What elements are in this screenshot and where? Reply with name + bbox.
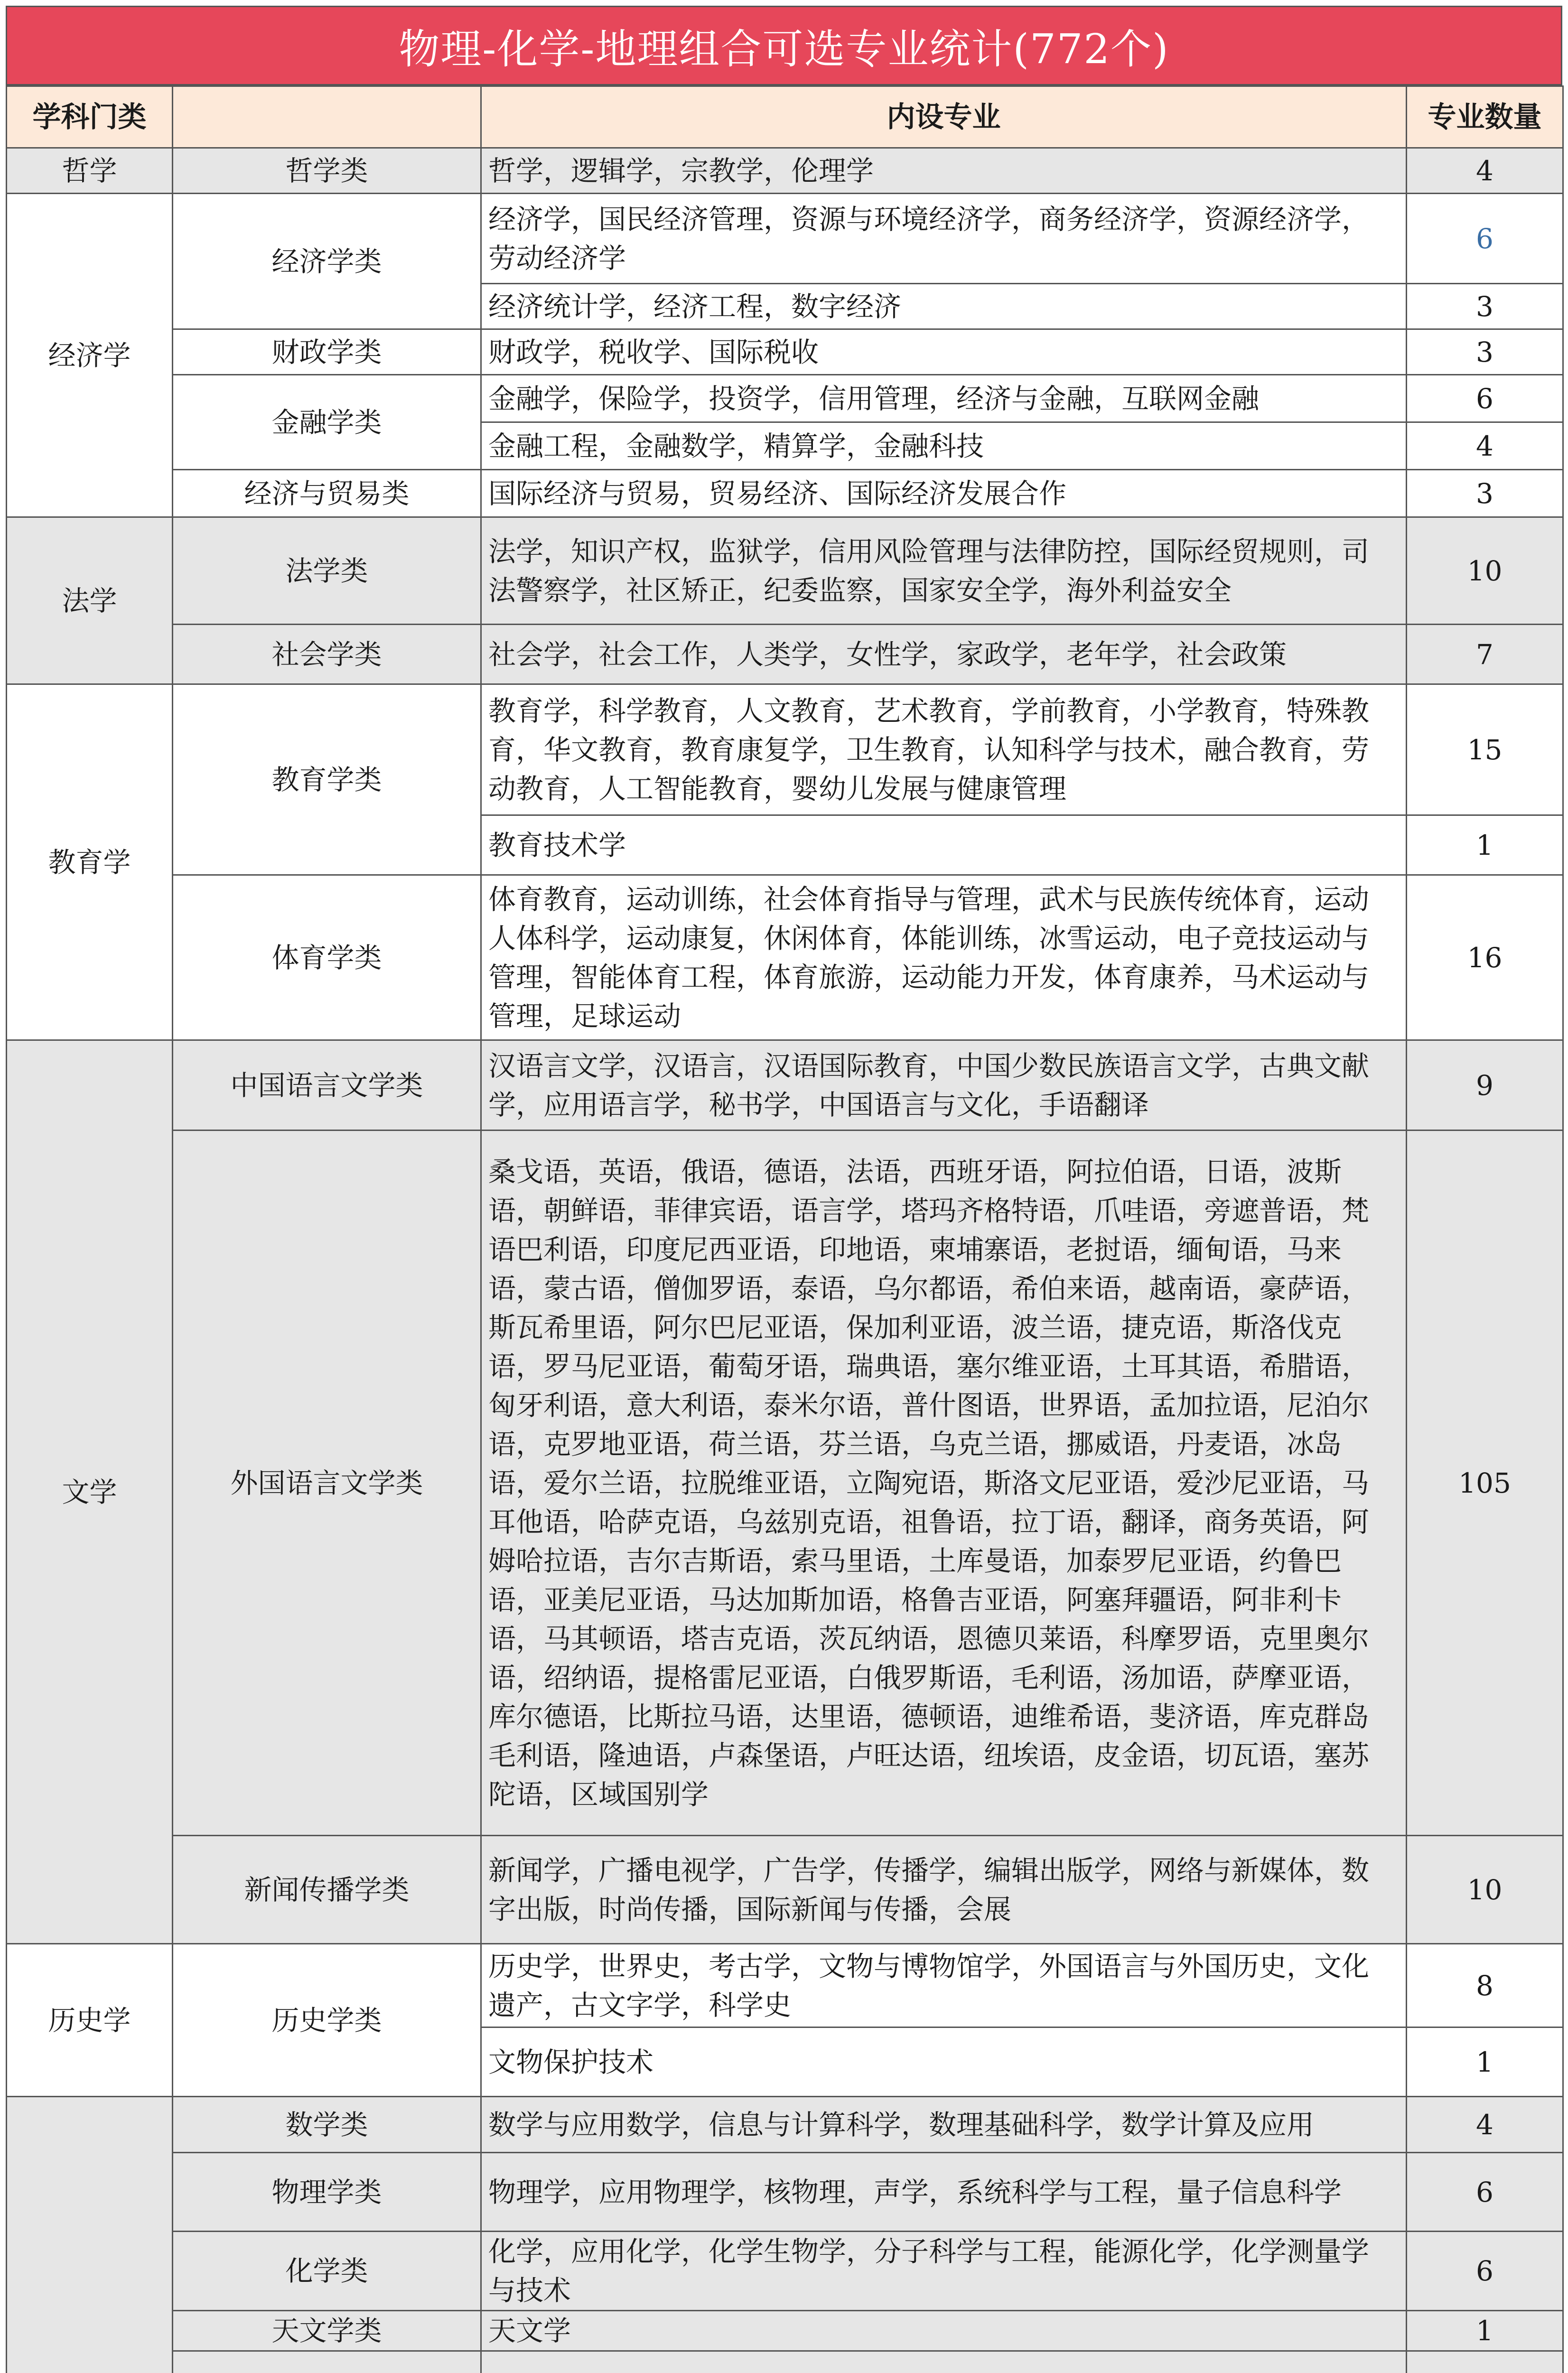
count-cell: 6: [1407, 375, 1563, 422]
header-subcategory: [173, 86, 481, 148]
table-row: [7, 2311, 1563, 2351]
majors-cell: 物理学，应用物理学，核物理，声学，系统科学与工程，量子信息科学: [481, 2153, 1407, 2232]
table-row: [7, 1130, 1563, 1836]
subcategory-cell: 数学类: [173, 2097, 481, 2153]
count-cell: 6: [1407, 2232, 1563, 2311]
table-row: [7, 1836, 1563, 1944]
table-row: [7, 1944, 1563, 2027]
table-row: [7, 875, 1563, 1040]
count-cell: 6: [1407, 2153, 1563, 2232]
majors-cell: 社会学，社会工作，人类学，女性学，家政学，老年学，社会政策: [481, 625, 1407, 684]
category-cell: 法学: [7, 517, 173, 684]
majors-cell: 财政学，税收学、国际税收: [481, 329, 1407, 375]
subcategory-cell: 金融学类: [173, 375, 481, 470]
subcategory-cell: 法学类: [173, 517, 481, 625]
count-cell: 6: [1407, 194, 1563, 284]
subcategory-cell: 新闻传播学类: [173, 1836, 481, 1944]
count-cell: 105: [1407, 1130, 1563, 1836]
table-row: [7, 375, 1563, 422]
header-majors: 内设专业: [481, 86, 1407, 148]
subcategory-cell: 天文学类: [173, 2311, 481, 2351]
subcategory-cell: 哲学类: [173, 148, 481, 194]
stats-sheet: [6, 6, 1562, 2373]
majors-cell: 金融工程，金融数学，精算学，金融科技: [481, 422, 1407, 470]
table-row: [7, 517, 1563, 625]
majors-cell: 文物保护技术: [481, 2027, 1407, 2097]
header-category: 学科门类: [7, 86, 173, 148]
majors-cell: 天文学: [481, 2311, 1407, 2351]
subcategory-cell: 历史学类: [173, 1944, 481, 2097]
table-title: 物理-化学-地理组合可选专业统计(772个): [6, 6, 1562, 85]
count-cell: 16: [1407, 875, 1563, 1040]
count-cell: 4: [1407, 148, 1563, 194]
table-row: [7, 1040, 1563, 1130]
majors-cell: 国际经济与贸易，贸易经济、国际经济发展合作: [481, 470, 1407, 517]
count-cell: 1: [1407, 815, 1563, 875]
table-row: [7, 194, 1563, 284]
header-count: 专业数量: [1407, 86, 1563, 148]
subcategory-cell: 财政学类: [173, 329, 481, 375]
majors-cell: 桑戈语，英语，俄语，德语，法语，西班牙语，阿拉伯语，日语，波斯语，朝鲜语，菲律宾语，语言学，塔玛齐格特语，爪哇语，旁遮普语，梵语巴利语，印度尼西亚语，印地语，柬埔寨语，老挝语，缅甸语，马来语，蒙古语，僧伽罗语，泰语，乌尔都语，希伯来语，越南语，豪萨语，斯瓦希里语，阿尔巴尼亚语，保加利亚语，波兰语，捷克语，斯洛伐克语，罗马尼亚语，葡萄牙语，瑞典语，塞尔维亚语，土耳其语，希腊语，匈牙利语，意大利语，泰米尔语，普什图语，世界语，孟加拉语，尼泊尔语，克罗地亚语，荷兰语，芬兰语，乌克兰语，挪威语，丹麦语，冰岛语，爱尔兰语，拉脱维亚语，立陶宛语，斯洛文尼亚语，爱沙尼亚语，马耳他语，哈萨克语，乌兹别克语，祖鲁语，拉丁语，翻译，商务英语，阿姆哈拉语，吉尔吉斯语，索马里语，土库曼语，加泰罗尼亚语，约鲁巴语，亚美尼亚语，马达加斯加语，格鲁吉亚语，阿塞拜疆语，阿非利卡语，马其顿语，塔吉克语，茨瓦纳语，恩德贝莱语，科摩罗语，克里奥尔语，绍纳语，提格雷尼亚语，白俄罗斯语，毛利语，汤加语，萨摩亚语，库尔德语，比斯拉马语，达里语，德顿语，迪维希语，斐济语，库克群岛毛利语，隆迪语，卢森堡语，卢旺达语，纽埃语，皮金语，切瓦语，塞苏陀语，区域国别学: [481, 1130, 1407, 1836]
majors-cell: 哲学，逻辑学，宗教学，伦理学: [481, 148, 1407, 194]
subcategory-cell: 社会学类: [173, 625, 481, 684]
table-row: [7, 2153, 1563, 2232]
count-cell: 3: [1407, 329, 1563, 375]
subcategory-cell: 教育学类: [173, 684, 481, 875]
subcategory-cell: 经济与贸易类: [173, 470, 481, 517]
count-cell: 10: [1407, 1836, 1563, 1944]
table-row: [7, 2351, 1563, 2373]
count-cell: 8: [1407, 1944, 1563, 2027]
majors-cell: 法学，知识产权，监狱学，信用风险管理与法律防控，国际经贸规则，司法警察学，社区矫正，纪委监察，国家安全学，海外利益安全: [481, 517, 1407, 625]
majors-cell: 新闻学，广播电视学，广告学，传播学，编辑出版学，网络与新媒体，数字出版，时尚传播，国际新闻与传播，会展: [481, 1836, 1407, 1944]
category-cell: 哲学: [7, 148, 173, 194]
majors-cell: 历史学，世界史，考古学，文物与博物馆学，外国语言与外国历史，文化遗产，古文字学，科学史: [481, 1944, 1407, 2027]
majors-table: [6, 85, 1564, 2373]
table-row: [7, 2232, 1563, 2311]
subcategory-cell: 体育学类: [173, 875, 481, 1040]
count-cell: 7: [1407, 625, 1563, 684]
majors-cell: 经济统计学，经济工程，数字经济: [481, 284, 1407, 329]
majors-cell: 经济学，国民经济管理，资源与环境经济学，商务经济学，资源经济学，劳动经济学: [481, 194, 1407, 284]
table-row: [7, 684, 1563, 815]
subcategory-cell: 外国语言文学类: [173, 1130, 481, 1836]
subcategory-cell: 物理学类: [173, 2153, 481, 2232]
count-cell: 4: [1407, 422, 1563, 470]
category-cell: 历史学: [7, 1944, 173, 2097]
count-cell: 4: [1407, 2097, 1563, 2153]
category-cell: [7, 2097, 173, 2373]
count-cell: 1: [1407, 2027, 1563, 2097]
table-row: [7, 470, 1563, 517]
count-cell: 9: [1407, 1040, 1563, 1130]
count-cell: 1: [1407, 2311, 1563, 2351]
header-row: [7, 86, 1563, 148]
subcategory-cell: [173, 2351, 481, 2373]
count-cell: 15: [1407, 684, 1563, 815]
count-cell: 10: [1407, 517, 1563, 625]
subcategory-cell: 经济学类: [173, 194, 481, 329]
table-row: [7, 625, 1563, 684]
majors-cell: 汉语言文学，汉语言，汉语国际教育，中国少数民族语言文学，古典文献学，应用语言学，秘书学，中国语言与文化，手语翻译: [481, 1040, 1407, 1130]
category-cell: 经济学: [7, 194, 173, 517]
count-cell: 3: [1407, 284, 1563, 329]
table-row: [7, 2097, 1563, 2153]
count-cell: [1407, 2351, 1563, 2373]
table-row: [7, 329, 1563, 375]
majors-cell: 体育教育，运动训练，社会体育指导与管理，武术与民族传统体育，运动人体科学，运动康复，休闲体育，体能训练，冰雪运动，电子竞技运动与管理，智能体育工程，体育旅游，运动能力开发，体育康养，马术运动与管理，足球运动: [481, 875, 1407, 1040]
majors-cell: 金融学，保险学，投资学，信用管理，经济与金融，互联网金融: [481, 375, 1407, 422]
majors-cell: [481, 2351, 1407, 2373]
table-row: [7, 148, 1563, 194]
count-cell: 3: [1407, 470, 1563, 517]
subcategory-cell: 中国语言文学类: [173, 1040, 481, 1130]
majors-cell: 教育技术学: [481, 815, 1407, 875]
subcategory-cell: 化学类: [173, 2232, 481, 2311]
category-cell: 文学: [7, 1040, 173, 1944]
category-cell: 教育学: [7, 684, 173, 1040]
majors-cell: 数学与应用数学，信息与计算科学，数理基础科学，数学计算及应用: [481, 2097, 1407, 2153]
majors-cell: 教育学，科学教育，人文教育，艺术教育，学前教育，小学教育，特殊教育，华文教育，教育康复学，卫生教育，认知科学与技术，融合教育，劳动教育，人工智能教育，婴幼儿发展与健康管理: [481, 684, 1407, 815]
table-body: [7, 86, 1563, 2373]
majors-cell: 化学，应用化学，化学生物学，分子科学与工程，能源化学，化学测量学与技术: [481, 2232, 1407, 2311]
